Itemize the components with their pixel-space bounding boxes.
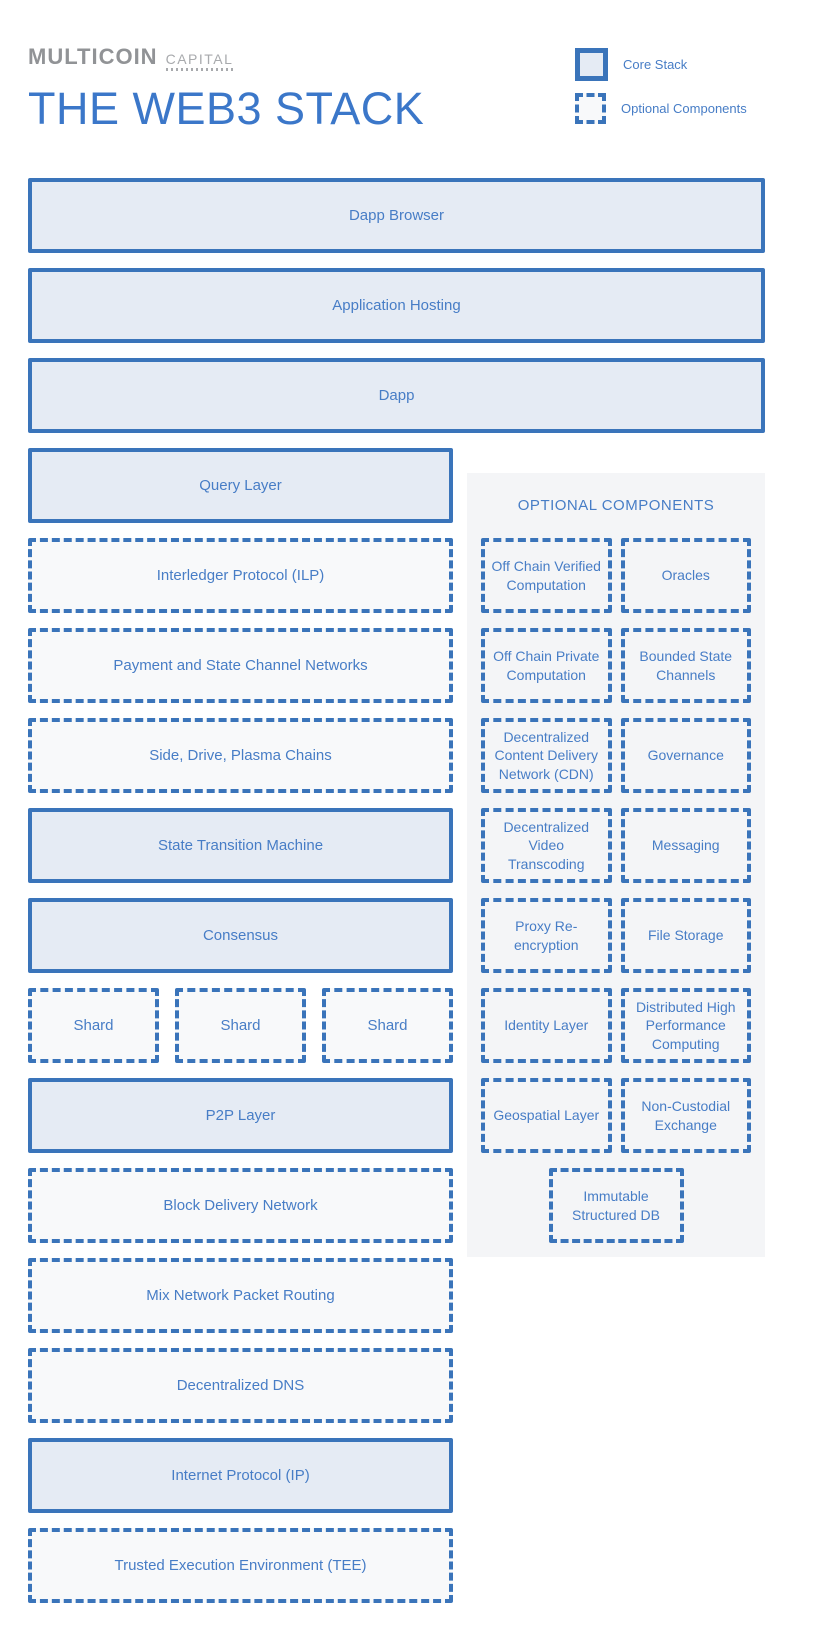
shard-row [28,988,453,1063]
legend-core-item [575,48,747,81]
layer-decentralized-dns: Decentralized DNS [28,1348,453,1423]
logo-capital-wrap [166,51,234,71]
component-off-chain-private-computation: Off Chain Private Computation [481,628,612,703]
layer-dapp: Dapp [28,358,765,433]
component-governance: Governance [621,718,752,793]
component-geospatial-layer: Geospatial Layer [481,1078,612,1153]
component-oracles: Oracles [621,538,752,613]
page-title: THE WEB3 STACK [28,83,425,134]
logo-capital-text: CAPITAL [165,51,234,67]
layer-trusted-execution-environment: Trusted Execution Environment (TEE) [28,1528,453,1603]
core-stack-column [28,448,453,1618]
stack-columns [28,448,765,1618]
header [28,0,765,178]
optional-components-bottom-row [481,1168,751,1243]
core-stack-swatch-icon [575,48,608,81]
layer-payment-state-channel-networks: Payment and State Channel Networks [28,628,453,703]
logo-dots-decoration [166,68,234,71]
component-file-storage: File Storage [621,898,752,973]
stack-diagram [28,178,765,1618]
component-non-custodial-exchange: Non-Custodial Exchange [621,1078,752,1153]
shard-box-3: Shard [322,988,453,1063]
component-messaging: Messaging [621,808,752,883]
layer-internet-protocol: Internet Protocol (IP) [28,1438,453,1513]
component-bounded-state-channels: Bounded State Channels [621,628,752,703]
layer-query-layer: Query Layer [28,448,453,523]
component-proxy-re-encryption: Proxy Re-encryption [481,898,612,973]
legend-optional-item [575,92,747,125]
legend-core-label: Core Stack [623,57,688,72]
logo-multicoin-text: MULTICOIN [28,44,158,69]
shard-box-1: Shard [28,988,159,1063]
component-identity-layer: Identity Layer [481,988,612,1063]
optional-components-panel [467,473,765,1257]
legend [575,48,747,136]
layer-side-drive-plasma-chains: Side, Drive, Plasma Chains [28,718,453,793]
layer-interledger-protocol: Interledger Protocol (ILP) [28,538,453,613]
component-decentralized-cdn: Decentralized Content Delivery Network (CDN) [481,718,612,793]
layer-state-transition-machine: State Transition Machine [28,808,453,883]
component-distributed-high-performance-computing: Distributed High Performance Computing [621,988,752,1063]
component-off-chain-verified-computation: Off Chain Verified Computation [481,538,612,613]
layer-mix-network-packet-routing: Mix Network Packet Routing [28,1258,453,1333]
layer-application-hosting: Application Hosting [28,268,765,343]
component-decentralized-video-transcoding: Decentralized Video Transcoding [481,808,612,883]
optional-components-panel-title: OPTIONAL COMPONENTS [517,497,715,514]
layer-dapp-browser: Dapp Browser [28,178,765,253]
layer-block-delivery-network: Block Delivery Network [28,1168,453,1243]
legend-optional-label: Optional Components [621,101,747,116]
optional-components-swatch-icon [575,93,606,124]
optional-components-grid [481,538,751,1153]
layer-consensus: Consensus [28,898,453,973]
shard-box-2: Shard [175,988,306,1063]
layer-p2p-layer: P2P Layer [28,1078,453,1153]
component-immutable-structured-db: Immutable Structured DB [549,1168,684,1243]
